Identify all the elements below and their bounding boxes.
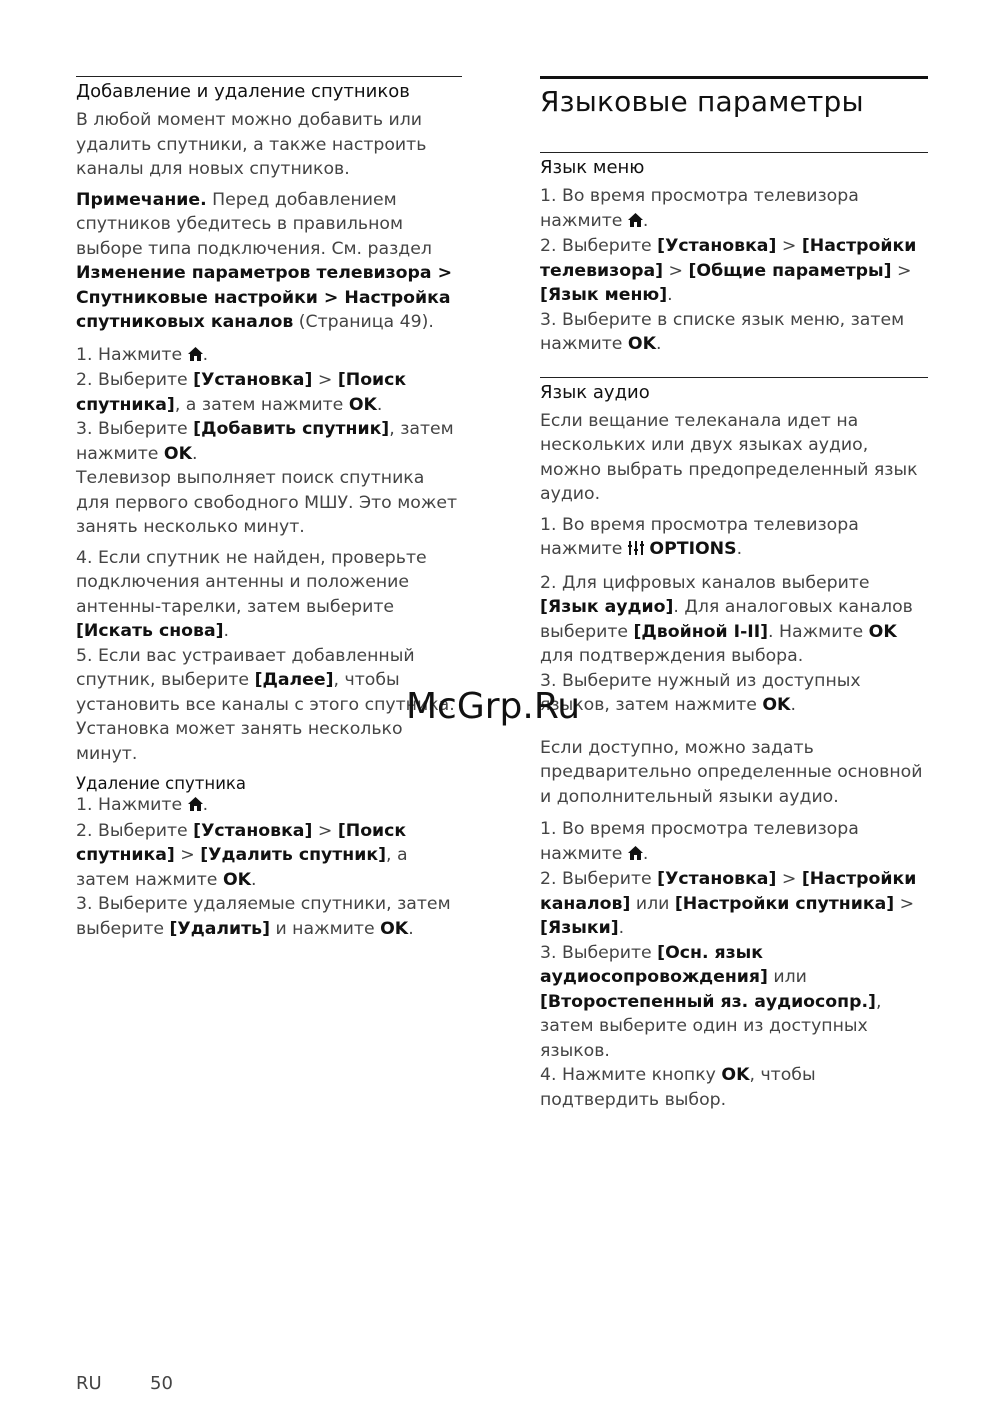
install-time-note: Установка может занять несколько минут.: [76, 719, 403, 764]
remove-step-3: 3. Выберите удаляемые спутники, затем выберите [Удалить] и нажмите OK.: [76, 894, 451, 939]
preferred-audio-intro: Если доступно, можно задать предварительно определенные основной и дополнительный языки аудио.: [540, 737, 923, 807]
menu-step-2: 2. Выберите [Установка] > [Настройки телевизора] > [Общие параметры] > [Язык меню].: [540, 236, 917, 305]
step-3: 3. Выберите [Добавить спутник], затем нажмите OK.: [76, 419, 454, 464]
audio-intro: Если вещание телеканала идет на нескольких или двух языках аудио, можно выбрать предопределенный язык аудио.: [540, 410, 918, 504]
menu-language-title: Язык меню: [540, 157, 645, 178]
audio-step-2: 2. Для цифровых каналов выберите [Язык аудио]. Для аналоговых каналов выберите [Двойной I-II]. Нажмите OK для подтверждения выбора.: [540, 572, 913, 666]
options-icon: [628, 538, 644, 563]
menu-step-1: 1. Во время просмотра телевизора нажмите .: [540, 184, 928, 234]
section-title-add-remove-satellites: Добавление и удаление спутников: [76, 81, 410, 102]
step-5: 5. Если вас устраивает добавленный спутник, выберите [Далее], чтобы установить все каналы с этого спутника.: [76, 645, 455, 715]
home-icon: [188, 794, 203, 819]
audio-language-title: Язык аудио: [540, 381, 650, 403]
note-paragraph: Примечание. Перед добавлением спутников убедитесь в правильном выборе типа подключения. См. раздел Изменение параметров телевизора > Спутниковые настройки > Настройка спутниковых каналов (Страница 49).: [76, 189, 453, 332]
watermark: McGrp.Ru: [406, 686, 581, 727]
step-4: 4. Если спутник не найден, проверьте подключения антенны и положение антенны-тарелки, затем выберите [Искать снова].: [76, 547, 427, 641]
audio-step-3: 3. Выберите нужный из доступных языков, затем нажмите OK.: [540, 670, 861, 715]
remove-step-2: 2. Выберите [Установка] > [Поиск спутника] > [Удалить спутник], а затем нажмите OK.: [76, 820, 408, 890]
home-icon: [628, 210, 643, 235]
search-info: Телевизор выполняет поиск спутника для первого свободного МШУ. Это может занять несколько минут.: [76, 468, 458, 537]
note-link[interactable]: Изменение параметров телевизора > Спутниковые настройки > Настройка спутниковых каналов: [76, 263, 453, 332]
menu-step-3: 3. Выберите в списке язык меню, затем нажмите OK.: [540, 309, 905, 354]
audio-step-1: 1. Во время просмотра телевизора нажмите OPTIONS.: [540, 513, 928, 563]
left-column: [76, 76, 462, 941]
remove-step-1: 1. Нажмите .: [76, 793, 462, 819]
step-1: 1. Нажмите .: [76, 343, 462, 369]
page-title: Языковые параметры: [540, 85, 864, 118]
home-icon: [188, 344, 203, 369]
step-2: 2. Выберите [Установка] > [Поиск спутника], а затем нажмите OK.: [76, 370, 407, 415]
right-column: [540, 76, 928, 1112]
intro-paragraph: В любой момент можно добавить или удалить спутники, а также настроить каналы для новых спутников.: [76, 110, 427, 179]
pref-step-4: 4. Нажмите кнопку OK, чтобы подтвердить выбор.: [540, 1065, 816, 1110]
remove-satellite-title: Удаление спутника: [76, 774, 247, 793]
pref-step-1: 1. Во время просмотра телевизора нажмите .: [540, 817, 928, 867]
footer-language: RU: [76, 1373, 102, 1394]
home-icon: [628, 843, 643, 868]
pref-step-3: 3. Выберите [Осн. язык аудиосопровождения] или [Второстепенный яз. аудиосопр.], затем выберите один из доступных языков.: [540, 942, 882, 1061]
page-number: 50: [150, 1373, 173, 1394]
pref-step-2: 2. Выберите [Установка] > [Настройки каналов] или [Настройки спутника] > [Языки].: [540, 869, 917, 938]
